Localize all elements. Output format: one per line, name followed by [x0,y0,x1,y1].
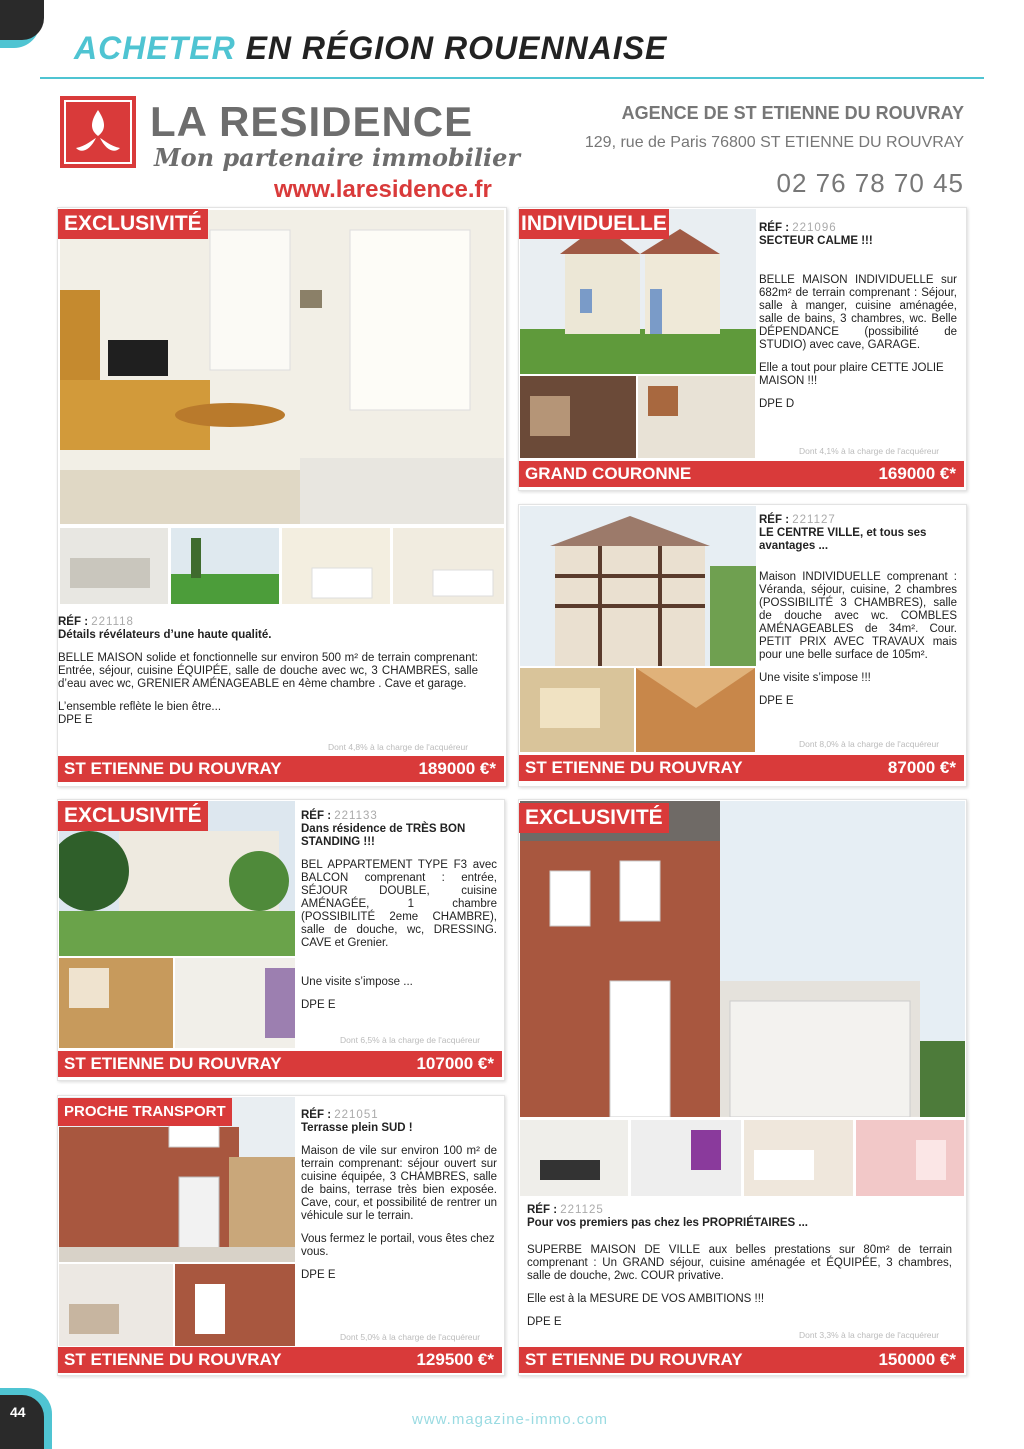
location-price-band [58,756,504,782]
listing-thumb-photo [282,528,390,604]
fee-note: Dont 3,3% à la charge de l'acquéreur [799,1330,940,1340]
listing-description: Maison de vile sur environ 100 m² de terrain comprenant: séjour ouvert sur cuisine équipée, 3 CHAMBRES, salle de bains, terrase très bien exposée. Cave, cour, et possibilité de rentrer un véhicule sur le terrain. [301,1145,497,1222]
agency-tagline: Mon partenaire immobilier [154,143,521,172]
agency-name: AGENCE DE ST ETIENNE DU ROUVRAY [621,103,964,123]
footer-website-link[interactable]: www.magazine-immo.com [412,1411,609,1428]
listing-price: 87000 €* [887,758,956,777]
listing-text [527,1204,952,1329]
listing-dpe: DPE E [759,695,794,707]
listing-price: 189000 €* [418,759,496,778]
ref-label: RÉF : [301,1109,332,1121]
ref-label: RÉF : [759,514,790,526]
listing-price: 150000 €* [878,1350,956,1369]
listing-main-photo [60,210,504,524]
listing-card[interactable] [57,799,505,1081]
agency-address: 129, rue de Paris 76800 ST ETIENNE DU ROUVRAY [584,134,964,151]
listing-dpe: DPE D [759,398,795,410]
listing-text [58,616,478,727]
listing-note: Elle a tout pour plaire CETTE JOLIE MAISON !!! [759,362,944,387]
agency-logo-icon [60,96,136,168]
listing-location: ST ETIENNE DU ROUVRAY [64,1350,282,1369]
listing-dpe: DPE E [58,714,93,726]
listing-headline: Détails révélateurs d’une haute qualité. [58,629,272,641]
page-title [74,30,667,67]
listing-description: BELLE MAISON solide et fonctionnelle sur environ 500 m² de terrain comprenant: Entrée, séjour, cuisine ÉQUIPÉE, salle de douche avec wc, 3 CHAMBRES, salle d’eau avec wc, GRENIER AMÉNAGEABLE en 4ème chambre . Cave et garage. [58,652,478,690]
ref-label: RÉF : [759,222,790,234]
fee-note: Dont 5,0% à la charge de l'acquéreur [340,1332,481,1342]
page-title-part2: EN RÉGION ROUENNAISE [245,30,668,66]
ref-number: 221125 [560,1204,604,1216]
listing-dpe: DPE E [527,1316,562,1328]
header-divider [40,77,984,79]
listing-dpe: DPE E [301,1269,336,1281]
listing-badge: EXCLUSIVITÉ [58,801,208,831]
ref-number: 221127 [792,514,836,526]
listing-thumb-photo [636,668,755,752]
agency-phone[interactable]: 02 76 78 70 45 [776,168,964,198]
ref-label: RÉF : [58,616,89,628]
listing-thumb-photo [175,1264,295,1346]
listing-headline: Terrasse plein SUD ! [301,1122,413,1134]
listing-badge: INDIVIDUELLE [519,209,669,239]
listing-card[interactable] [518,504,967,787]
listing-location: ST ETIENNE DU ROUVRAY [525,758,743,777]
listing-main-photo [520,801,965,1117]
corner-tab [0,0,44,40]
listing-description: Maison INDIVIDUELLE comprenant : Véranda, séjour, cuisine, 2 chambres (POSSIBILITÉ 3 CHAMBRES), salle de douche avec wc. COMBLES AMÉNAGEABLES de 34m². Cour. PETIT PRIX AVEC TRAVAUX mais pour une belle surface de 105m². [759,571,957,661]
listing-text [301,1109,497,1282]
location-price-band [519,755,964,781]
listing-location: ST ETIENNE DU ROUVRAY [64,1054,282,1073]
listing-location: GRAND COURONNE [525,464,692,483]
listing-main-photo [520,506,756,666]
listing-text [759,514,957,708]
listing-thumb-photo [59,958,173,1048]
listing-description: BEL APPARTEMENT TYPE F3 avec BALCON comprenant : entrée, SÉJOUR DOUBLE, cuisine AMÉNAGÉE, 1 chambre (POSSIBILITÉ 2eme CHAMBRE), salle de douche, wc, DRESSING. CAVE et Grenier. [301,859,497,949]
listing-card[interactable] [518,799,967,1376]
fee-note: Dont 4,8% à la charge de l'acquéreur [328,742,469,752]
listing-description: SUPERBE MAISON DE VILLE aux belles prestations sur 80m² de terrain comprenant : Un GRAND séjour, cuisine aménagée et ÉQUIPÉE, 3 chambres, salle de douche, 2wc. COUR privative. [527,1244,952,1282]
listing-thumb-photo [520,376,636,458]
listing-headline: Pour vos premiers pas chez les PROPRIÉTAIRES ... [527,1217,808,1229]
listing-note: Une visite s’impose ... [301,976,413,988]
ref-number: 221051 [334,1109,379,1121]
agency-website-link[interactable]: www.laresidence.fr [274,176,492,203]
listing-thumb-photo [520,668,634,752]
listing-headline: SECTEUR CALME !!! [759,235,873,247]
listing-note: Elle est à la MESURE DE VOS AMBITIONS !!! [527,1293,765,1305]
ref-label: RÉF : [527,1204,558,1216]
listing-thumb-photo [59,1264,173,1346]
listing-thumb-photo [520,1120,628,1196]
listing-price: 169000 €* [878,464,956,483]
listing-thumb-photo [631,1120,741,1196]
listing-card[interactable] [57,1095,505,1376]
ref-number: 221118 [91,616,134,628]
ref-number: 221133 [334,810,378,822]
listing-note: L’ensemble reflète le bien être... [58,701,222,713]
listing-thumb-photo [60,528,168,604]
agency-brand-name: LA RESIDENCE [150,98,474,145]
listing-location: ST ETIENNE DU ROUVRAY [64,759,282,778]
listing-badge: PROCHE TRANSPORT [58,1098,232,1126]
listing-thumb-photo [856,1120,964,1196]
listing-note: Vous fermez le portail, vous êtes chez vous. [301,1233,495,1258]
listing-thumb-photo [175,958,295,1048]
listing-price: 107000 €* [416,1054,494,1073]
page-number: 44 [10,1404,26,1420]
listing-headline: Dans résidence de TRÈS BON STANDING !!! [301,823,466,848]
listing-badge: EXCLUSIVITÉ [519,803,669,833]
location-price-band [519,1347,964,1373]
location-price-band [519,461,964,487]
fee-note: Dont 6,5% à la charge de l'acquéreur [340,1035,481,1045]
listing-card[interactable] [518,207,967,491]
listing-card[interactable] [57,207,507,787]
location-price-band [58,1051,502,1077]
listing-price: 129500 €* [416,1350,494,1369]
listing-text [759,222,957,411]
listing-badge: EXCLUSIVITÉ [58,209,208,239]
fee-note: Dont 8,0% à la charge de l'acquéreur [799,739,940,749]
listing-thumb-photo [638,376,755,458]
location-price-band [58,1347,502,1373]
ref-number: 221096 [792,222,837,234]
listing-thumb-photo [744,1120,853,1196]
listing-headline: LE CENTRE VILLE, et tous ses avantages ... [759,527,927,552]
listing-description: BELLE MAISON INDIVIDUELLE sur 682m² de terrain comprenant : Séjour, salle à manger, cuisine aménagée, salle de bains, 3 chambres, wc. Belle DÉPENDANCE (possibilité de STUDIO) avec cave, GARAGE. [759,274,957,351]
listing-note: Une visite s’impose !!! [759,672,871,684]
ref-label: RÉF : [301,810,332,822]
listing-location: ST ETIENNE DU ROUVRAY [525,1350,743,1369]
listing-thumb-photo [171,528,279,604]
listing-text [301,810,497,1012]
listing-dpe: DPE E [301,999,336,1011]
listing-thumb-photo [393,528,504,604]
fee-note: Dont 4,1% à la charge de l'acquéreur [799,446,940,456]
page-title-part1: ACHETER [74,30,236,66]
